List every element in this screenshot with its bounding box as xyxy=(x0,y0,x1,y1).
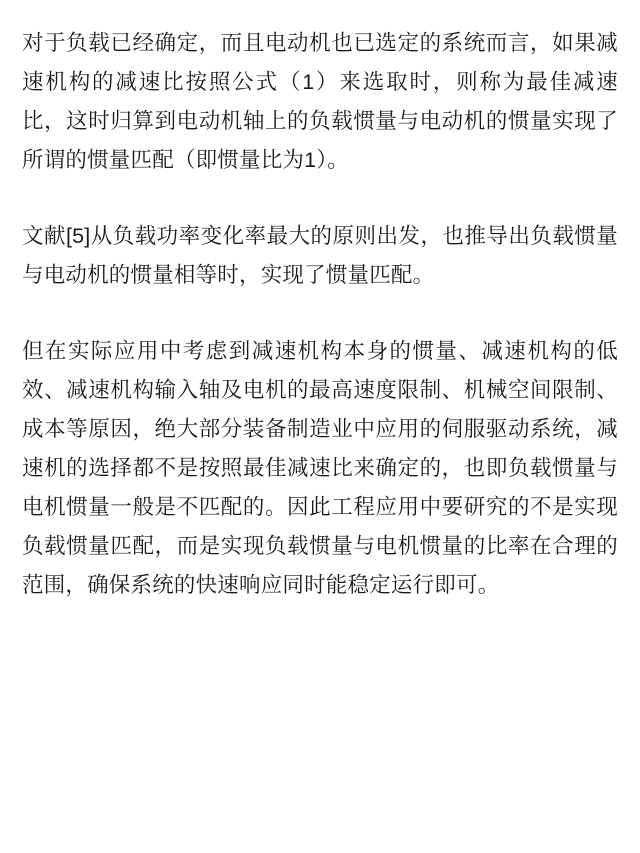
body-paragraph-3: 但在实际应用中考虑到减速机构本身的惯量、减速机构的低效、减速机构输入轴及电机的最高速度限制、机械空间限制、成本等原因，绝大部分装备制造业中应用的伺服驱动系统，减速机的选择都不是按照最佳减速比来确定的，也即负载惯量与电机惯量一般是不匹配的。因此工程应用中要研究的不是实现负载惯量匹配，而是实现负载惯量与电机惯量的比率在合理的范围，确保系统的快速响应同时能稳定运行即可。 xyxy=(22,339,618,597)
body-paragraph-1: 对于负载已经确定，而且电动机也已选定的系统而言，如果减速机构的减速比按照公式（1）来选取时，则称为最佳减速比，这时归算到电动机轴上的负载惯量与电动机的惯量实现了所谓的惯量匹配（即惯量比为1）。 xyxy=(22,31,618,172)
body-paragraph-2: 文献[5]从负载功率变化率最大的原则出发，也推导出负载惯量与电动机的惯量相等时，实现了惯量匹配。 xyxy=(22,224,618,287)
